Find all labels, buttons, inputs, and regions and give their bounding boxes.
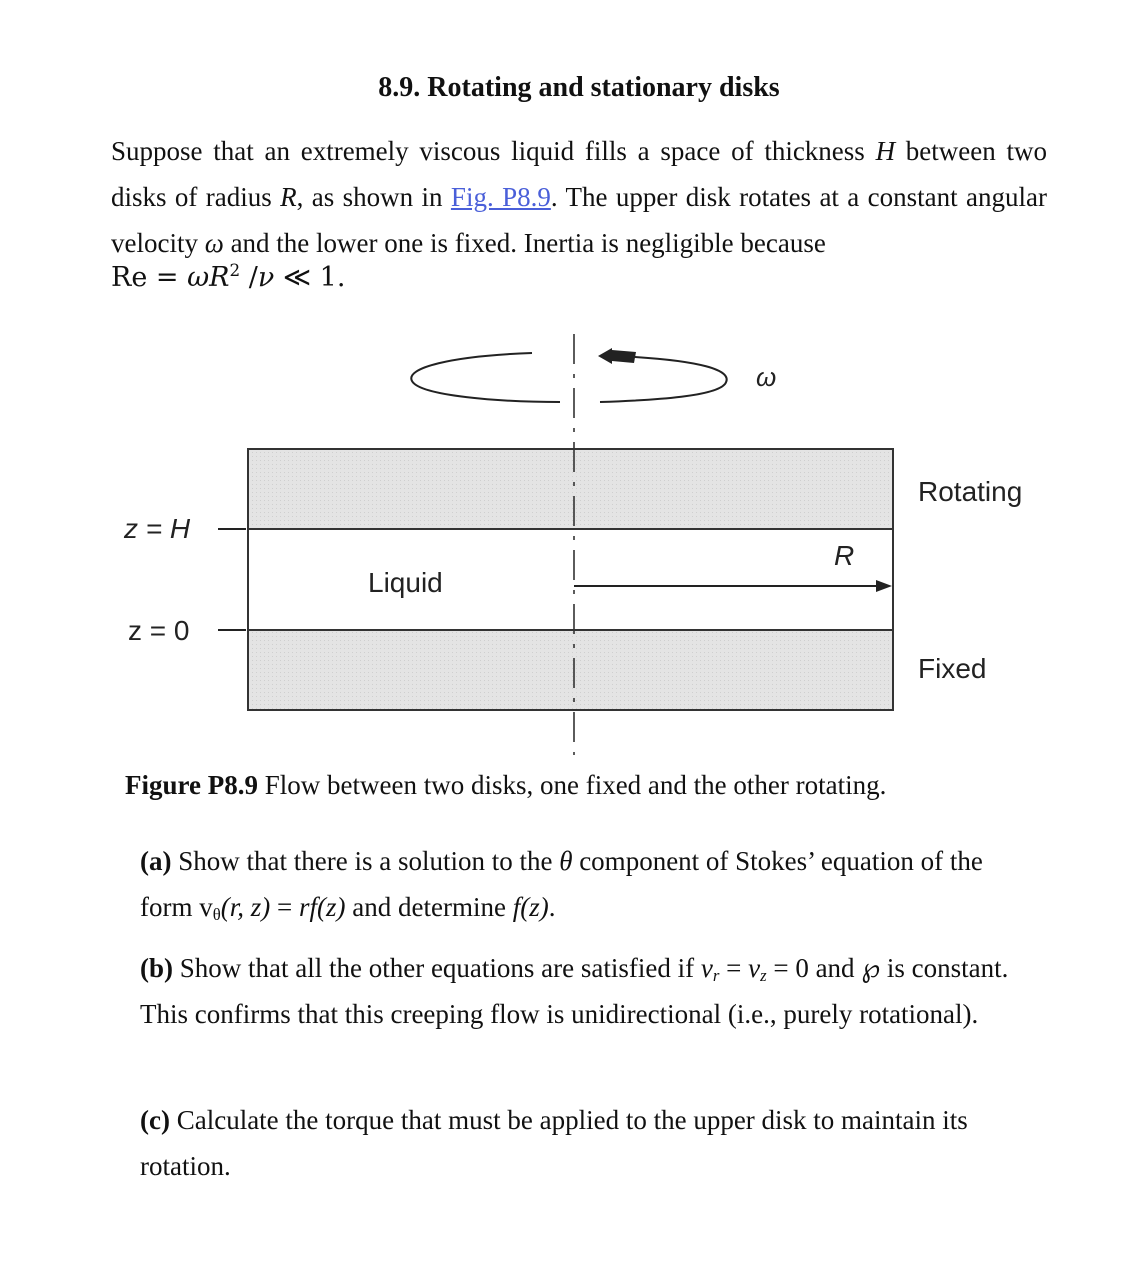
part-b-text: = xyxy=(719,953,749,983)
z-h-label: z = H xyxy=(124,513,191,544)
sub-theta: θ xyxy=(212,905,221,925)
part-b-text: Show that all the other equations are satisfied if xyxy=(173,953,701,983)
var-vr: v xyxy=(700,953,713,983)
var-theta: θ xyxy=(559,846,573,876)
eq-dot: . xyxy=(336,262,346,293)
figure-caption xyxy=(125,770,886,801)
upper-disk xyxy=(248,449,893,529)
part-c-label: (c) xyxy=(140,1105,170,1135)
eq-square: 2 xyxy=(229,260,241,280)
rotation-arrow-tail xyxy=(600,356,727,402)
fixed-label: Fixed xyxy=(918,653,987,684)
var-args: (r, z) xyxy=(220,892,271,922)
part-a-text: . xyxy=(548,892,556,922)
intro-text: Suppose that an extremely viscous liquid fills a space of thickness xyxy=(111,136,876,166)
r-label: R xyxy=(834,540,855,571)
var-z: (z) xyxy=(520,892,549,922)
part-b xyxy=(140,945,1020,1037)
sub-r: r xyxy=(712,966,720,986)
eq-much-less: ≪ 1 xyxy=(274,262,337,293)
lower-disk xyxy=(248,630,893,710)
eq-equals: = xyxy=(147,262,188,293)
part-b-text: = 0 and xyxy=(766,953,862,983)
rotation-arrowhead-tip xyxy=(598,348,612,364)
eq-omega-r: ωR xyxy=(187,262,230,293)
part-a-text: and determine xyxy=(345,892,513,922)
var-vz: v xyxy=(748,953,761,983)
var-omega: ω xyxy=(204,228,224,258)
caption-bold: Figure P8.9 xyxy=(125,770,258,800)
eq-nu: ν xyxy=(257,262,275,293)
intro-text: between two disks of radius xyxy=(111,136,1048,212)
var-f: f xyxy=(512,892,521,922)
rotation-arrow xyxy=(411,353,560,402)
var-h: H xyxy=(875,136,896,166)
sub-z: z xyxy=(760,966,767,986)
z-0-label: z = 0 xyxy=(128,615,190,646)
part-b-label: (b) xyxy=(140,953,173,983)
part-a-text: = xyxy=(270,892,300,922)
caption-text: Flow between two disks, one fixed and the other rotating. xyxy=(257,770,887,800)
rotation-arrowhead xyxy=(612,350,636,363)
problem-title: 8.9. Rotating and stationary disks xyxy=(378,72,780,103)
figure-link[interactable]: Fig. P8.9 xyxy=(450,182,551,212)
part-a-text: component of Stokes’ equation of the form xyxy=(140,846,983,922)
liquid-region xyxy=(248,529,893,630)
var-pressure: ℘ xyxy=(861,953,881,983)
part-a-label: (a) xyxy=(140,846,172,876)
var-z: (z) xyxy=(317,892,346,922)
part-c-text: Calculate the torque that must be applied to the upper disk to maintain its rotation. xyxy=(140,1105,968,1181)
omega-label: ω xyxy=(756,362,777,392)
eq-re: Re xyxy=(111,262,148,293)
part-c xyxy=(140,1097,1020,1189)
var-rf: rf xyxy=(299,892,318,922)
intro-text: and the lower one is fixed. Inertia is negligible because xyxy=(223,228,826,258)
liquid-label: Liquid xyxy=(368,567,443,598)
eq-slash: / xyxy=(240,262,258,293)
intro-text: . The upper disk rotates at a constant angular velocity xyxy=(111,182,1047,258)
part-b-text: is constant. This confirms that this creeping flow is unidirectional (i.e., purely rotational). xyxy=(140,953,1009,1029)
part-a xyxy=(140,838,1020,930)
var-r: R xyxy=(280,182,297,212)
part-a-text: Show that there is a solution to the xyxy=(171,846,560,876)
intro-text: , as shown in xyxy=(296,182,451,212)
rotating-label: Rotating xyxy=(918,476,1023,507)
var-v: v xyxy=(199,892,213,922)
